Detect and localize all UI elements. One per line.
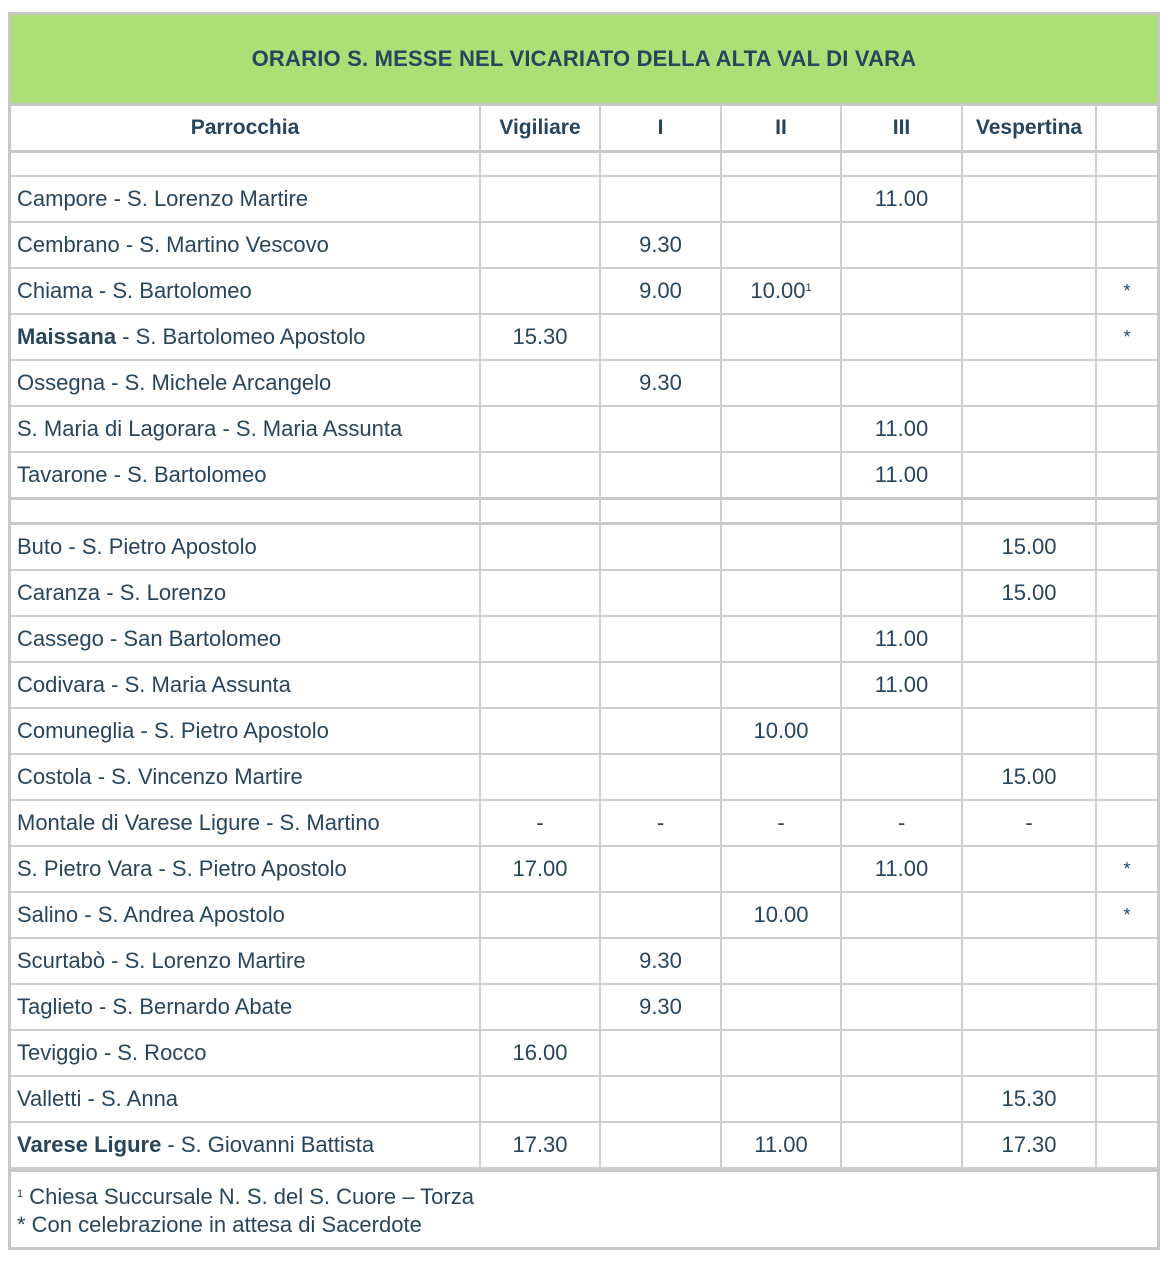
- time-cell-iii: [841, 452, 962, 499]
- time-value: 11.00: [754, 1132, 808, 1157]
- time-value: 15.00: [1001, 764, 1057, 789]
- time-cell-ii: [721, 570, 841, 616]
- parish-place: S. Maria di Lagorara: [17, 416, 217, 441]
- time-cell-iii: [841, 524, 962, 571]
- time-value: 9.30: [639, 232, 682, 257]
- parish-place: Comuneglia: [17, 718, 135, 743]
- time-cell-vigiliare: [480, 314, 600, 360]
- time-cell-vespertina: [962, 360, 1096, 406]
- time-cell-vigiliare: [480, 268, 600, 314]
- time-cell-iii: [841, 938, 962, 984]
- parish-place: Cembrano: [17, 232, 120, 257]
- parish-church: S. Bartolomeo: [112, 278, 252, 303]
- parish-place: Teviggio: [17, 1040, 98, 1065]
- time-cell-iii: [841, 268, 962, 314]
- time-cell-i: [600, 846, 721, 892]
- time-value: 11.00: [874, 672, 929, 697]
- time-cell-i: [600, 892, 721, 938]
- parish-name-cell: Scurtabò - S. Lorenzo Martire: [11, 938, 480, 984]
- time-cell-vigiliare: [480, 1122, 600, 1168]
- group-separator: [11, 499, 1157, 524]
- parish-name-cell: Ossegna - S. Michele Arcangelo: [11, 360, 480, 406]
- column-header-note: [1096, 106, 1157, 152]
- time-value: -: [536, 810, 544, 835]
- separator-cell: [962, 499, 1096, 524]
- time-cell-i: [600, 1122, 721, 1168]
- footnote-reference: 1: [805, 282, 812, 294]
- table-body: [11, 152, 1157, 1169]
- time-cell-vespertina: [962, 314, 1096, 360]
- parish-church: S. Maria Assunta: [235, 416, 403, 441]
- table-row: [11, 314, 1157, 360]
- time-cell-i: [600, 754, 721, 800]
- separator-cell: [480, 152, 600, 177]
- time-cell-vespertina: [962, 938, 1096, 984]
- table-row: [11, 1076, 1157, 1122]
- time-value: 10.00: [750, 278, 806, 303]
- note-cell: [1096, 452, 1157, 499]
- note-cell: [1096, 800, 1157, 846]
- column-header-i: I: [600, 106, 721, 152]
- parish-name-cell: Costola - S. Vincenzo Martire: [11, 754, 480, 800]
- parish-place: Maissana: [17, 324, 117, 349]
- footnotes: [11, 1169, 1157, 1247]
- parish-place: Tavarone: [17, 462, 108, 487]
- table-row: [11, 524, 1157, 571]
- note-cell: [1096, 570, 1157, 616]
- time-cell-ii: [721, 406, 841, 452]
- time-cell-vespertina: [962, 754, 1096, 800]
- column-header-vigiliare: Vigiliare: [480, 106, 600, 152]
- parish-church: S. Lorenzo Martire: [124, 948, 306, 973]
- time-cell-i: [600, 1076, 721, 1122]
- table-row: [11, 176, 1157, 222]
- table-row: [11, 222, 1157, 268]
- time-cell-vespertina: [962, 452, 1096, 499]
- parish-church: S. Lorenzo Martire: [127, 186, 309, 211]
- time-cell-ii: [721, 1030, 841, 1076]
- time-value: 11.00: [874, 626, 929, 651]
- parish-name-cell: S. Pietro Vara - S. Pietro Apostolo: [11, 846, 480, 892]
- separator-cell: [480, 499, 600, 524]
- time-value: 9.00: [639, 278, 682, 303]
- time-cell-vespertina: [962, 662, 1096, 708]
- note-cell: [1096, 938, 1157, 984]
- time-cell-vespertina: [962, 984, 1096, 1030]
- parish-church: S. Vincenzo Martire: [111, 764, 303, 789]
- parish-church: S. Bernardo Abate: [112, 994, 293, 1019]
- time-cell-iii: [841, 314, 962, 360]
- time-cell-iii: [841, 846, 962, 892]
- time-cell-iii: [841, 984, 962, 1030]
- group-separator: [11, 152, 1157, 177]
- column-header-iii: III: [841, 106, 962, 152]
- time-value: 15.00: [1001, 580, 1057, 605]
- parish-place: Caranza: [17, 580, 101, 605]
- time-cell-ii: [721, 662, 841, 708]
- note-cell: [1096, 524, 1157, 571]
- time-cell-vespertina: [962, 524, 1096, 571]
- time-cell-ii: [721, 176, 841, 222]
- note-cell: [1096, 1030, 1157, 1076]
- time-cell-vespertina: [962, 1030, 1096, 1076]
- note-cell: *: [1096, 268, 1157, 314]
- time-cell-ii: [721, 314, 841, 360]
- table-row: [11, 406, 1157, 452]
- time-cell-vigiliare: [480, 406, 600, 452]
- time-cell-vigiliare: [480, 662, 600, 708]
- note-cell: [1096, 360, 1157, 406]
- time-cell-vespertina: [962, 406, 1096, 452]
- time-cell-vespertina: [962, 616, 1096, 662]
- note-cell: [1096, 708, 1157, 754]
- time-cell-vigiliare: [480, 524, 600, 571]
- time-cell-vigiliare: [480, 616, 600, 662]
- time-value: 9.30: [639, 948, 682, 973]
- table-row: [11, 452, 1157, 499]
- time-cell-i: [600, 314, 721, 360]
- table-row: [11, 708, 1157, 754]
- time-value: 11.00: [874, 416, 929, 441]
- time-cell-i: [600, 360, 721, 406]
- note-cell: [1096, 406, 1157, 452]
- time-cell-iii: [841, 754, 962, 800]
- table-row: [11, 800, 1157, 846]
- mass-schedule-table: [11, 106, 1157, 1169]
- separator-cell: [721, 152, 841, 177]
- time-cell-vigiliare: [480, 846, 600, 892]
- time-cell-vigiliare: [480, 222, 600, 268]
- parish-place: Salino: [17, 902, 79, 927]
- parish-name-cell: Salino - S. Andrea Apostolo: [11, 892, 480, 938]
- time-cell-ii: [721, 222, 841, 268]
- parish-place: Valletti: [17, 1086, 82, 1111]
- table-row: [11, 1122, 1157, 1168]
- separator-cell: [11, 152, 480, 177]
- parish-name-cell: Montale di Varese Ligure - S. Martino: [11, 800, 480, 846]
- time-cell-vespertina: [962, 222, 1096, 268]
- table-row: [11, 938, 1157, 984]
- parish-name-cell: Varese Ligure - S. Giovanni Battista: [11, 1122, 480, 1168]
- time-cell-vigiliare: [480, 984, 600, 1030]
- time-cell-ii: [721, 846, 841, 892]
- parish-church: S. Pietro Apostolo: [171, 856, 347, 881]
- time-cell-i: [600, 984, 721, 1030]
- note-cell: [1096, 176, 1157, 222]
- footnote-1: [17, 1180, 1151, 1211]
- time-cell-ii: [721, 452, 841, 499]
- time-cell-vigiliare: [480, 892, 600, 938]
- note-cell: [1096, 1076, 1157, 1122]
- time-value: 17.00: [512, 856, 568, 881]
- parish-name-cell: Chiama - S. Bartolomeo: [11, 268, 480, 314]
- time-cell-ii: [721, 360, 841, 406]
- table-row: [11, 616, 1157, 662]
- parish-name-cell: Cassego - San Bartolomeo: [11, 616, 480, 662]
- time-cell-i: [600, 452, 721, 499]
- footnote-text: Chiesa Succursale N. S. del S. Cuore – Torza: [29, 1184, 474, 1209]
- time-value: 15.30: [1001, 1086, 1057, 1111]
- time-cell-vigiliare: [480, 938, 600, 984]
- time-cell-iii: [841, 222, 962, 268]
- time-cell-vespertina: [962, 800, 1096, 846]
- parish-place: Scurtabò: [17, 948, 106, 973]
- time-cell-vespertina: [962, 1122, 1096, 1168]
- parish-place: Varese Ligure: [17, 1132, 162, 1157]
- time-cell-vigiliare: [480, 360, 600, 406]
- time-value: -: [777, 810, 785, 835]
- time-cell-i: [600, 800, 721, 846]
- time-cell-i: [600, 406, 721, 452]
- time-cell-ii: [721, 616, 841, 662]
- separator-cell: [841, 152, 962, 177]
- parish-place: Campore: [17, 186, 108, 211]
- table-row: [11, 754, 1157, 800]
- time-value: -: [897, 810, 906, 835]
- parish-place: Codivara: [17, 672, 106, 697]
- time-value: 10.00: [753, 902, 809, 927]
- separator-cell: [600, 152, 721, 177]
- time-value: 15.30: [512, 324, 568, 349]
- parish-name-cell: Taglieto - S. Bernardo Abate: [11, 984, 480, 1030]
- time-cell-vespertina: [962, 1076, 1096, 1122]
- time-cell-i: [600, 176, 721, 222]
- table-row: [11, 268, 1157, 314]
- time-value: 11.00: [874, 186, 929, 211]
- time-cell-ii: [721, 984, 841, 1030]
- column-header-vespertina: Vespertina: [962, 106, 1096, 152]
- time-cell-vigiliare: [480, 570, 600, 616]
- table-row: [11, 892, 1157, 938]
- time-value: 9.30: [639, 994, 682, 1019]
- parish-name-cell: Campore - S. Lorenzo Martire: [11, 176, 480, 222]
- time-cell-iii: [841, 708, 962, 754]
- note-cell: [1096, 616, 1157, 662]
- time-cell-iii: [841, 1030, 962, 1076]
- parish-church: S. Maria Assunta: [124, 672, 291, 697]
- table-row: [11, 360, 1157, 406]
- time-cell-i: [600, 938, 721, 984]
- footnote-text: * Con celebrazione in attesa di Sacerdote: [17, 1212, 422, 1237]
- parish-place: Taglieto: [17, 994, 93, 1019]
- time-value: 9.30: [639, 370, 682, 395]
- parish-place: Costola: [17, 764, 92, 789]
- table-row: [11, 1030, 1157, 1076]
- parish-church: S. Rocco: [117, 1040, 207, 1065]
- table-row: [11, 570, 1157, 616]
- separator-cell: [1096, 499, 1157, 524]
- table-row: [11, 846, 1157, 892]
- note-cell: [1096, 222, 1157, 268]
- parish-church: S. Martino Vescovo: [139, 232, 329, 257]
- time-value: 15.00: [1001, 534, 1057, 559]
- note-cell: *: [1096, 892, 1157, 938]
- time-cell-vigiliare: [480, 176, 600, 222]
- time-cell-vespertina: [962, 570, 1096, 616]
- time-cell-i: [600, 708, 721, 754]
- time-value: 11.00: [874, 462, 929, 487]
- time-cell-iii: [841, 662, 962, 708]
- note-cell: [1096, 984, 1157, 1030]
- time-value: 11.00: [874, 856, 929, 881]
- separator-cell: [1096, 152, 1157, 177]
- separator-cell: [11, 499, 480, 524]
- time-cell-ii: [721, 754, 841, 800]
- time-value: 10.00: [753, 718, 809, 743]
- time-value: 16.00: [512, 1040, 568, 1065]
- time-cell-ii: [721, 268, 841, 314]
- footnote-2: [17, 1211, 1151, 1239]
- parish-church: S. Bartolomeo Apostolo: [135, 324, 366, 349]
- note-cell: *: [1096, 846, 1157, 892]
- parish-place: Montale di Varese Ligure: [17, 810, 260, 835]
- parish-place: Ossegna: [17, 370, 106, 395]
- time-cell-i: [600, 616, 721, 662]
- time-cell-iii: [841, 176, 962, 222]
- parish-name-cell: Valletti - S. Anna: [11, 1076, 480, 1122]
- time-cell-vespertina: [962, 176, 1096, 222]
- parish-name-cell: Comuneglia - S. Pietro Apostolo: [11, 708, 480, 754]
- note-cell: [1096, 662, 1157, 708]
- time-cell-vespertina: [962, 708, 1096, 754]
- column-header-parrocchia: Parrocchia: [11, 106, 480, 152]
- footnote-mark: 1: [17, 1188, 24, 1200]
- header-row: [11, 106, 1157, 152]
- parish-church: S. Giovanni Battista: [180, 1132, 375, 1157]
- time-cell-iii: [841, 570, 962, 616]
- separator-cell: [962, 152, 1096, 177]
- time-cell-i: [600, 1030, 721, 1076]
- time-cell-ii: [721, 708, 841, 754]
- parish-church: S. Anna: [100, 1086, 179, 1111]
- separator-cell: [721, 499, 841, 524]
- parish-name-cell: S. Maria di Lagorara - S. Maria Assunta: [11, 406, 480, 452]
- time-cell-iii: [841, 406, 962, 452]
- parish-place: Buto: [17, 534, 63, 559]
- time-cell-vigiliare: [480, 1076, 600, 1122]
- parish-church: S. Michele Arcangelo: [124, 370, 332, 395]
- parish-name-cell: Codivara - S. Maria Assunta: [11, 662, 480, 708]
- parish-name-cell: Buto - S. Pietro Apostolo: [11, 524, 480, 571]
- time-cell-vespertina: [962, 268, 1096, 314]
- parish-church: S. Pietro Apostolo: [81, 534, 257, 559]
- separator-cell: [841, 499, 962, 524]
- time-cell-i: [600, 268, 721, 314]
- time-cell-ii: [721, 524, 841, 571]
- parish-name-cell: Teviggio - S. Rocco: [11, 1030, 480, 1076]
- time-cell-ii: [721, 938, 841, 984]
- time-cell-vigiliare: [480, 708, 600, 754]
- parish-place: S. Pietro Vara: [17, 856, 153, 881]
- time-cell-iii: [841, 360, 962, 406]
- time-cell-vespertina: [962, 892, 1096, 938]
- time-cell-iii: [841, 1122, 962, 1168]
- column-header-ii: II: [721, 106, 841, 152]
- time-cell-vigiliare: [480, 754, 600, 800]
- parish-name-cell: Caranza - S. Lorenzo: [11, 570, 480, 616]
- time-cell-iii: [841, 800, 962, 846]
- time-value: -: [656, 810, 665, 835]
- time-cell-i: [600, 222, 721, 268]
- time-cell-i: [600, 662, 721, 708]
- time-cell-vespertina: [962, 846, 1096, 892]
- parish-church: S. Martino: [279, 810, 380, 835]
- time-cell-ii: [721, 1122, 841, 1168]
- parish-place: Cassego: [17, 626, 104, 651]
- time-cell-i: [600, 570, 721, 616]
- note-cell: [1096, 1122, 1157, 1168]
- time-cell-ii: [721, 1076, 841, 1122]
- parish-church: S. Pietro Apostolo: [153, 718, 329, 743]
- note-cell: *: [1096, 314, 1157, 360]
- parish-name-cell: Cembrano - S. Martino Vescovo: [11, 222, 480, 268]
- time-cell-i: [600, 524, 721, 571]
- parish-place: Chiama: [17, 278, 93, 303]
- parish-church: S. Lorenzo: [119, 580, 227, 605]
- page-title: ORARIO S. MESSE NEL VICARIATO DELLA ALTA VAL DI VARA: [11, 15, 1157, 106]
- parish-church: S. Bartolomeo: [127, 462, 267, 487]
- separator-cell: [600, 499, 721, 524]
- time-cell-iii: [841, 892, 962, 938]
- parish-name-cell: Tavarone - S. Bartolomeo: [11, 452, 480, 499]
- time-cell-ii: [721, 800, 841, 846]
- parish-church: S. Andrea Apostolo: [97, 902, 285, 927]
- time-value: 17.30: [1001, 1132, 1057, 1157]
- parish-name-cell: Maissana - S. Bartolomeo Apostolo: [11, 314, 480, 360]
- time-cell-vigiliare: [480, 800, 600, 846]
- time-cell-ii: [721, 892, 841, 938]
- time-cell-iii: [841, 616, 962, 662]
- parish-church: San Bartolomeo: [123, 626, 282, 651]
- schedule-panel: [8, 12, 1160, 1250]
- time-cell-vigiliare: [480, 1030, 600, 1076]
- note-cell: [1096, 754, 1157, 800]
- table-row: [11, 984, 1157, 1030]
- table-row: [11, 662, 1157, 708]
- time-value: -: [1025, 810, 1033, 835]
- time-cell-vigiliare: [480, 452, 600, 499]
- time-value: 17.30: [512, 1132, 568, 1157]
- time-cell-iii: [841, 1076, 962, 1122]
